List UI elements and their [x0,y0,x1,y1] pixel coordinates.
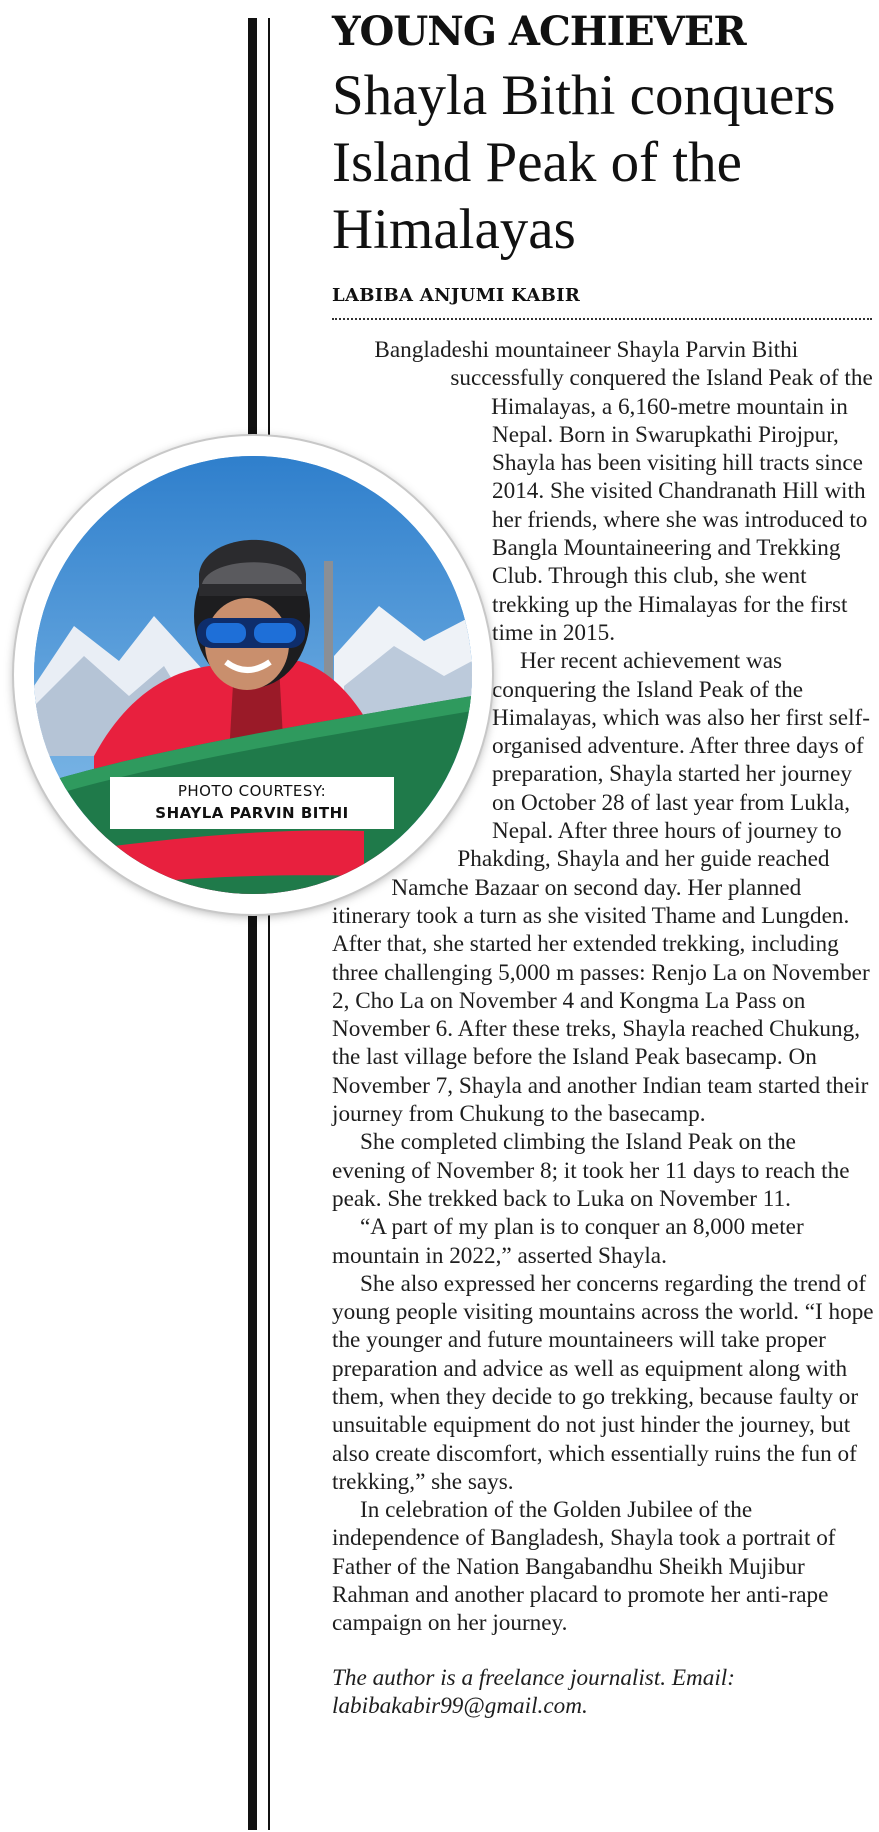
body-paragraph: She also expressed her concerns regarding the trend of young people visiting mountains across the world. “I hope the younger and future mountaineers will take proper preparation and advice as well as equipment along with them, when they decide to go trekking, because faulty or unsuitable equipment do not just hinder the journey, but also create discomfort, which essentially ruins the fun of trekking,” she says. [332,1270,874,1495]
body-paragraph: Her recent achievement was conquering the Island Peak of the Himalayas, which was also her first self-organised adventure. After three days of preparation, Shayla started her journey on October 28 of last year from Lukla, Nepal. After three hours of journey to Phakding, Shayla and her guide reached Namche Bazaar on second day. Her planned itinerary took a turn as she visited Thame and Lungden. After that, she started her extended trekking, including three challenging 5,000 m passes: Renjo La on November 2, Cho La on November 4 and Kongma La Pass on November 6. After these treks, Shayla reached Chukung, the last village before the Island Peak basecamp. On November 7, Shayla and another Indian team started their journey from Chukung to the basecamp. [332,648,870,1128]
body-paragraph: Bangladeshi mountaineer Shayla Parvin Bithi successfully conquered the Island Peak of the Himalayas, a 6,160-metre mountain in Nepal. Born in Swarupkathi Pirojpur, Shayla has been visiting hill tracts since 2014. She visited Chandranath Hill with her friends, where she was introduced to Bangla Mountaineering and Trekking Club. Through this club, she went trekking up the Himalayas for the first time in 2015. [374,337,873,646]
section-kicker: YOUNG ACHIEVER [332,8,746,55]
article-headline: Shayla Bithi conquers Island Peak of the Himalayas [332,64,836,261]
photo-credit-label: PHOTO COURTESY: [177,782,327,800]
author-byline: LABIBA ANJUMI KABIR [332,285,581,306]
photo-credit [110,777,394,829]
photo-credit-name: SHAYLA PARVIN BITHI [155,804,349,822]
byline-divider [332,318,872,320]
author-note: The author is a freelance journalist. Email: labibakabir99@gmail.com. [332,1664,735,1719]
body-paragraph: She completed climbing the Island Peak on the evening of November 8; it took her 11 days to reach the peak. She trekked back to Luka on November 11. [332,1129,850,1212]
column-rule-thick [248,18,257,1830]
body-paragraph: “A part of my plan is to conquer an 8,000 meter mountain in 2022,” asserted Shayla. [332,1214,804,1269]
body-paragraph: In celebration of the Golden Jubilee of the independence of Bangladesh, Shayla took a portrait of Father of the Nation Bangabandhu Sheikh Mujibur Rahman and another placard to promote her anti-rape campaign on her journey. [332,1497,836,1637]
column-rule-thin [268,18,270,1830]
